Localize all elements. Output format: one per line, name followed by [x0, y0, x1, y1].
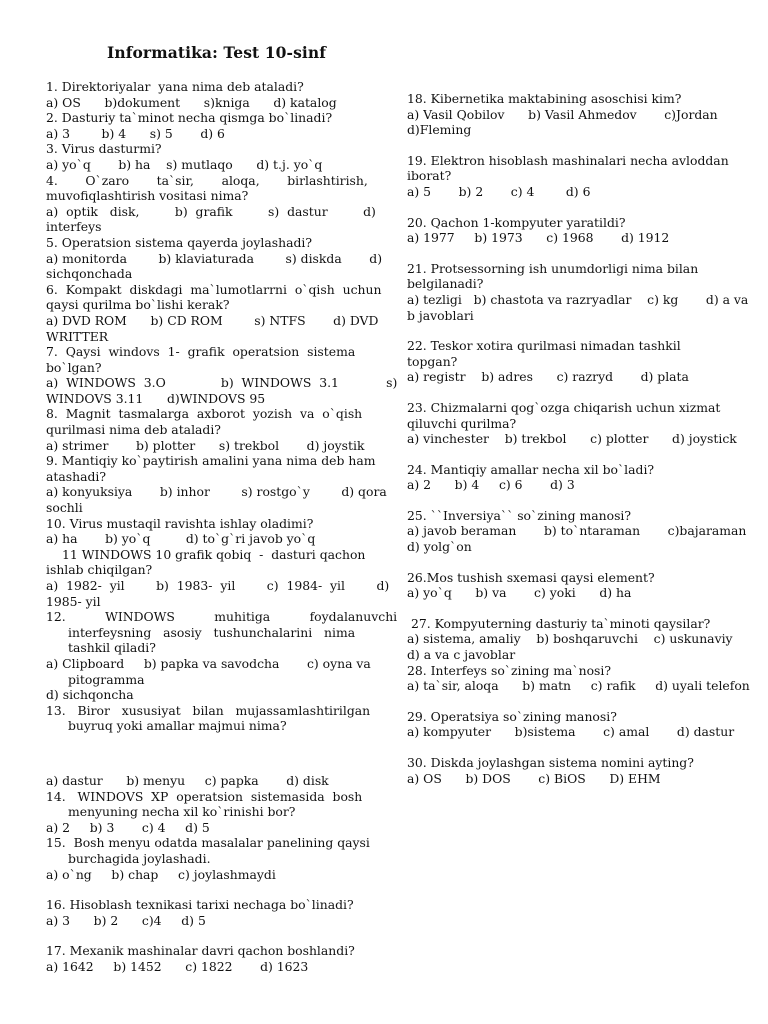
question-20: 20. Qachon 1-kompyuter yaratildi? — [407, 214, 626, 230]
question-13: 13. Biror xususiyat bilan mujassamlashtirilgan — [46, 702, 371, 718]
question-19-cont: iborat? — [407, 168, 452, 184]
answers-3: a) yo`q b) ha s) mutlaqo d) t.j. yo`q — [46, 156, 323, 172]
answers-27-cont: d) a va c javoblar — [407, 647, 516, 663]
question-7-cont: bo`lgan? — [46, 359, 102, 375]
answers-16: a) 3 b) 2 c)4 d) 5 — [46, 912, 206, 928]
answers-9-cont: sochli — [46, 500, 83, 516]
question-22-cont: topgan? — [407, 353, 458, 369]
question-5: 5. Operatsion sistema qayerda joylashadi? — [46, 234, 312, 250]
answers-10: a) ha b) yo`q d) to`g`ri javob yo`q — [46, 531, 316, 547]
question-29: 29. Operatsiya so`zining manosi? — [407, 708, 617, 724]
question-1: 1. Direktoriyalar yana nima deb ataladi? — [46, 79, 304, 94]
question-25: 25. ``Inversiya`` so`zining manosi? — [407, 507, 632, 523]
question-12: 12. WINDOWS muhitiga foydalanuvchi — [46, 609, 398, 625]
answers-30: a) OS b) DOS c) BiOS D) EHM — [407, 770, 661, 786]
question-13-cont: buyruq yoki amallar majmui nima? — [68, 718, 287, 734]
answers-8: a) strimer b) plotter s) trekbol d) joystik — [46, 437, 365, 453]
question-14-cont: menyuning necha xil ko`rinishi bor? — [68, 804, 296, 820]
answers-12: a) Clipboard b) papka va savodcha c) oyna va — [46, 655, 371, 671]
answers-12-cont: pitogramma — [68, 671, 145, 687]
answers-17: a) 1642 b) 1452 c) 1822 d) 1623 — [46, 958, 309, 974]
question-15: 15. Bosh menyu odatda masalalar panelining qaysi — [46, 835, 370, 851]
answers-21-cont: b javoblari — [407, 307, 474, 323]
question-7: 7. Qaysi windovs 1- grafik operatsion sistema — [46, 344, 356, 360]
answers-27: a) sistema, amaliy b) boshqaruvchi c) uskunaviy — [407, 631, 733, 647]
answers-5-cont: sichqonchada — [46, 266, 133, 282]
question-10: 10. Virus mustaqil ravishta ishlay oladimi? — [46, 515, 314, 531]
question-17: 17. Mexanik mashinalar davri qachon boshlandi? — [46, 943, 355, 959]
answers-5: a) monitorda b) klaviaturada s) diskda d) — [46, 250, 383, 266]
question-3: 3. Virus dasturmi? — [46, 141, 162, 157]
answers-20: a) 1977 b) 1973 c) 1968 d) 1912 — [407, 230, 670, 246]
question-14: 14. WINDOVS XP operatsion sistemasida bosh — [46, 788, 363, 804]
question-21: 21. Protsessorning ish unumdorligi nima bilan — [407, 260, 699, 276]
question-8-cont: qurilmasi nima deb ataladi? — [46, 422, 221, 438]
answers-6: a) DVD ROM b) CD ROM s) NTFS d) DVD — [46, 312, 379, 328]
page-title: Informatika: Test 10-sinf — [107, 43, 327, 62]
question-23-cont: qiluvchi qurilma? — [407, 415, 517, 431]
question-18: 18. Kibernetika maktabining asoschisi kim? — [407, 91, 682, 106]
answers-12-cont2: d) sichqoncha — [46, 687, 134, 703]
answers-9: a) konyuksiya b) inhor s) rostgo`y d) qora — [46, 484, 387, 500]
answers-25-cont: d) yolg`on — [407, 539, 472, 555]
question-24: 24. Mantiqiy amallar necha xil bo`ladi? — [407, 461, 655, 477]
question-26: 26.Mos tushish sxemasi qaysi element? — [407, 569, 655, 585]
question-11-cont: ishlab chiqilgan? — [46, 562, 153, 578]
question-9-cont: atashadi? — [46, 468, 107, 484]
right-column — [407, 91, 753, 786]
answers-7-cont: WINDOVS 3.11 d)WINDOVS 95 — [46, 390, 266, 406]
question-11: 11 WINDOWS 10 grafik qobiq - dasturi qachon — [62, 546, 366, 562]
left-column — [46, 79, 398, 974]
answers-11: a) 1982- yil b) 1983- yil c) 1984- yil d) — [46, 578, 390, 593]
answers-25: a) javob beraman b) to`ntaraman c)bajaraman — [407, 523, 747, 539]
answers-4-cont: interfeys — [46, 219, 102, 235]
answers-24: a) 2 b) 4 c) 6 d) 3 — [407, 477, 575, 493]
answers-6-cont: WRITTER — [46, 328, 109, 344]
question-6-cont: qaysi qurilma bo`lishi kerak? — [46, 297, 230, 313]
answers-22: a) registr b) adres c) razryd d) plata — [407, 369, 689, 385]
question-22: 22. Teskor xotira qurilmasi nimadan tashkil — [407, 338, 681, 354]
answers-11-cont: 1985- yil — [46, 593, 101, 609]
question-4: 4. O`zaro ta`sir, aloqa, birlashtirish, — [46, 172, 368, 188]
question-9: 9. Mantiqiy ko`paytirish amalini yana nima deb ham — [46, 453, 376, 469]
answers-4: a) optik disk, b) grafik s) dastur d) — [46, 203, 376, 219]
question-12-cont2: tashkil qiladi? — [68, 640, 156, 656]
answers-2: a) 3 b) 4 s) 5 d) 6 — [46, 125, 225, 141]
question-2: 2. Dasturiy ta`minot necha qismga bo`linadi? — [46, 110, 333, 126]
answers-29: a) kompyuter b)sistema c) amal d) dastur — [407, 724, 735, 740]
answers-7: a) WINDOWS 3.O b) WINDOWS 3.1 s) — [46, 375, 398, 391]
answers-26: a) yo`q b) va c) yoki d) ha — [407, 585, 632, 601]
question-6: 6. Kompakt diskdagi ma`lumotlarrni o`qish uchun — [46, 281, 382, 297]
answers-19: a) 5 b) 2 c) 4 d) 6 — [407, 183, 591, 199]
question-19: 19. Elektron hisoblash mashinalari necha avloddan — [407, 152, 729, 168]
question-27: 27. Kompyuterning dasturiy ta`minoti qaysilar? — [407, 615, 711, 631]
answers-18: a) Vasil Qobilov b) Vasil Ahmedov c)Jordan — [407, 106, 718, 122]
question-28: 28. Interfeys so`zining ma`nosi? — [407, 662, 612, 678]
answers-13: a) dastur b) menyu c) papka d) disk — [46, 772, 329, 788]
answers-1: a) OS b)dokument s)kniga d) katalog — [46, 94, 337, 110]
answers-28: a) ta`sir, aloqa b) matn c) rafik d) uyali telefon — [407, 678, 750, 694]
answers-21: a) tezligi b) chastota va razryadlar c) kg d) a va — [407, 291, 749, 307]
answers-14: a) 2 b) 3 c) 4 d) 5 — [46, 819, 210, 835]
question-15-cont: burchagida joylashadi. — [68, 850, 211, 866]
answers-15: a) o`ng b) chap c) joylashmaydi — [46, 866, 276, 882]
question-21-cont: belgilanadi? — [407, 276, 484, 292]
question-23: 23. Chizmalarni qog`ozga chiqarish uchun xizmat — [407, 399, 721, 415]
question-30: 30. Diskda joylashgan sistema nomini ayting? — [407, 755, 694, 770]
question-8: 8. Magnit tasmalarga axborot yozish va o`qish — [46, 406, 363, 422]
question-4-cont: muvofiqlashtirish vositasi nima? — [46, 188, 249, 204]
answers-23: a) vinchester b) trekbol c) plotter d) joystick — [407, 431, 737, 447]
question-12-cont: interfeysning asosiy tushunchalarini nima — [68, 624, 356, 640]
question-16: 16. Hisoblash texnikasi tarixi nechaga bo`linadi? — [46, 897, 354, 913]
answers-18-cont: d)Fleming — [407, 122, 472, 138]
